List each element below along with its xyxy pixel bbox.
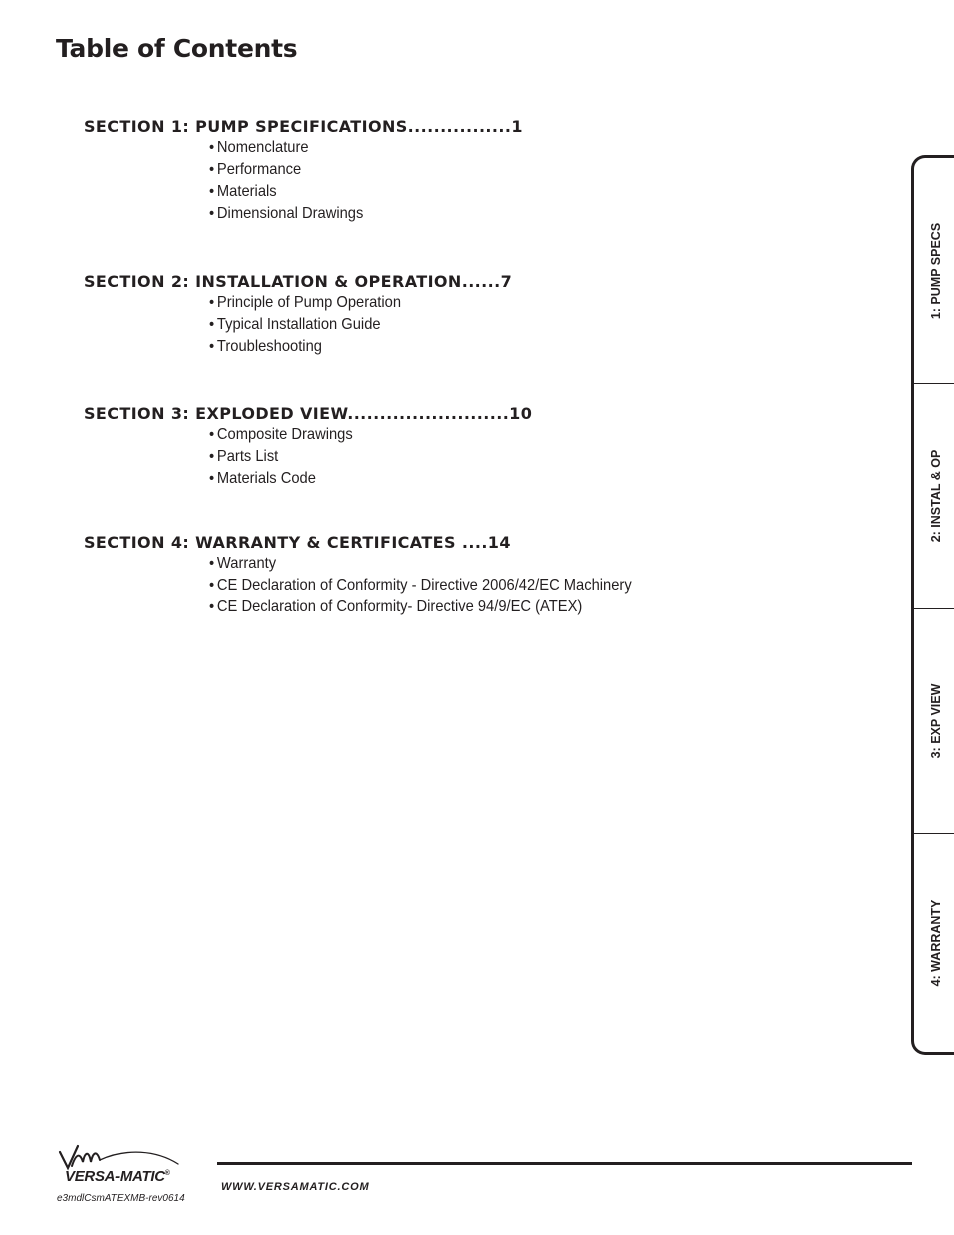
bullet-icon: •: [209, 577, 215, 594]
tab-warranty[interactable]: [914, 833, 954, 1052]
versa-matic-logo: [56, 1140, 216, 1190]
toc-section-1-heading[interactable]: SECTION 1: PUMP SPECIFICATIONS................1: [84, 117, 523, 136]
bullet-icon: •: [209, 555, 215, 572]
toc-section-3: [84, 404, 532, 490]
toc-item: • CE Declaration of Conformity - Directive 2006/42/EC Machinery: [209, 577, 632, 594]
toc-section-1-items: [84, 137, 523, 225]
tab-exp-view-label: 3: EXP VIEW: [929, 683, 943, 759]
bullet-icon: •: [209, 598, 215, 615]
toc-item: • Warranty: [209, 555, 277, 572]
bullet-icon: •: [209, 448, 215, 465]
registered-mark: ®: [164, 1170, 170, 1177]
toc-item: • Troubleshooting: [209, 338, 322, 355]
bullet-icon: •: [209, 161, 215, 178]
bullet-icon: •: [209, 139, 215, 156]
toc-item: • Nomenclature: [209, 139, 309, 156]
tab-pump-specs[interactable]: [914, 158, 954, 383]
toc-section-3-heading[interactable]: SECTION 3: EXPLODED VIEW.........................10: [84, 404, 533, 423]
toc-section-2-heading[interactable]: SECTION 2: INSTALLATION & OPERATION......7: [84, 272, 513, 291]
toc-item: • Materials Code: [209, 470, 316, 487]
tab-pump-specs-label: 1: PUMP SPECS: [929, 222, 943, 319]
toc-item: • Parts List: [209, 448, 279, 465]
toc-section-4: [84, 533, 668, 616]
toc-item: • Typical Installation Guide: [209, 316, 381, 333]
bullet-icon: •: [209, 183, 215, 200]
toc-item: • Dimensional Drawings: [209, 205, 364, 222]
toc-item: • Composite Drawings: [209, 426, 353, 443]
toc-section-2-items: [84, 292, 512, 358]
toc-section-4-items: [84, 553, 668, 616]
toc-item: • CE Declaration of Conformity- Directive 94/9/EC (ATEX): [209, 598, 583, 615]
bullet-icon: •: [209, 426, 215, 443]
tab-instal-op-label: 2: INSTAL & OP: [929, 449, 943, 543]
toc-item: • Materials: [209, 183, 277, 200]
toc-section-2: [84, 272, 512, 358]
bullet-icon: •: [209, 316, 215, 333]
bullet-icon: •: [209, 294, 215, 311]
bullet-icon: •: [209, 205, 215, 222]
page-title: Table of Contents: [56, 34, 298, 63]
bullet-icon: •: [209, 338, 215, 355]
footer-divider: [217, 1162, 912, 1165]
toc-section-1: [84, 117, 523, 225]
toc-item: • Performance: [209, 161, 302, 178]
tab-exp-view[interactable]: [914, 608, 954, 833]
tab-warranty-label: 4: WARRANTY: [929, 899, 943, 987]
bullet-icon: •: [209, 470, 215, 487]
logo-wordmark: VERSA-MATIC®: [65, 1168, 170, 1185]
toc-section-4-heading[interactable]: SECTION 4: WARRANTY & CERTIFICATES ....14: [84, 533, 511, 552]
section-tabs: [911, 155, 954, 1055]
toc-section-3-items: [84, 424, 532, 490]
document-code: e3mdlCsmATEXMB-rev0614: [57, 1193, 185, 1204]
footer-website-link[interactable]: WWW.VERSAMATIC.COM: [221, 1181, 370, 1193]
toc-item: • Principle of Pump Operation: [209, 294, 402, 311]
tab-instal-op[interactable]: [914, 383, 954, 608]
